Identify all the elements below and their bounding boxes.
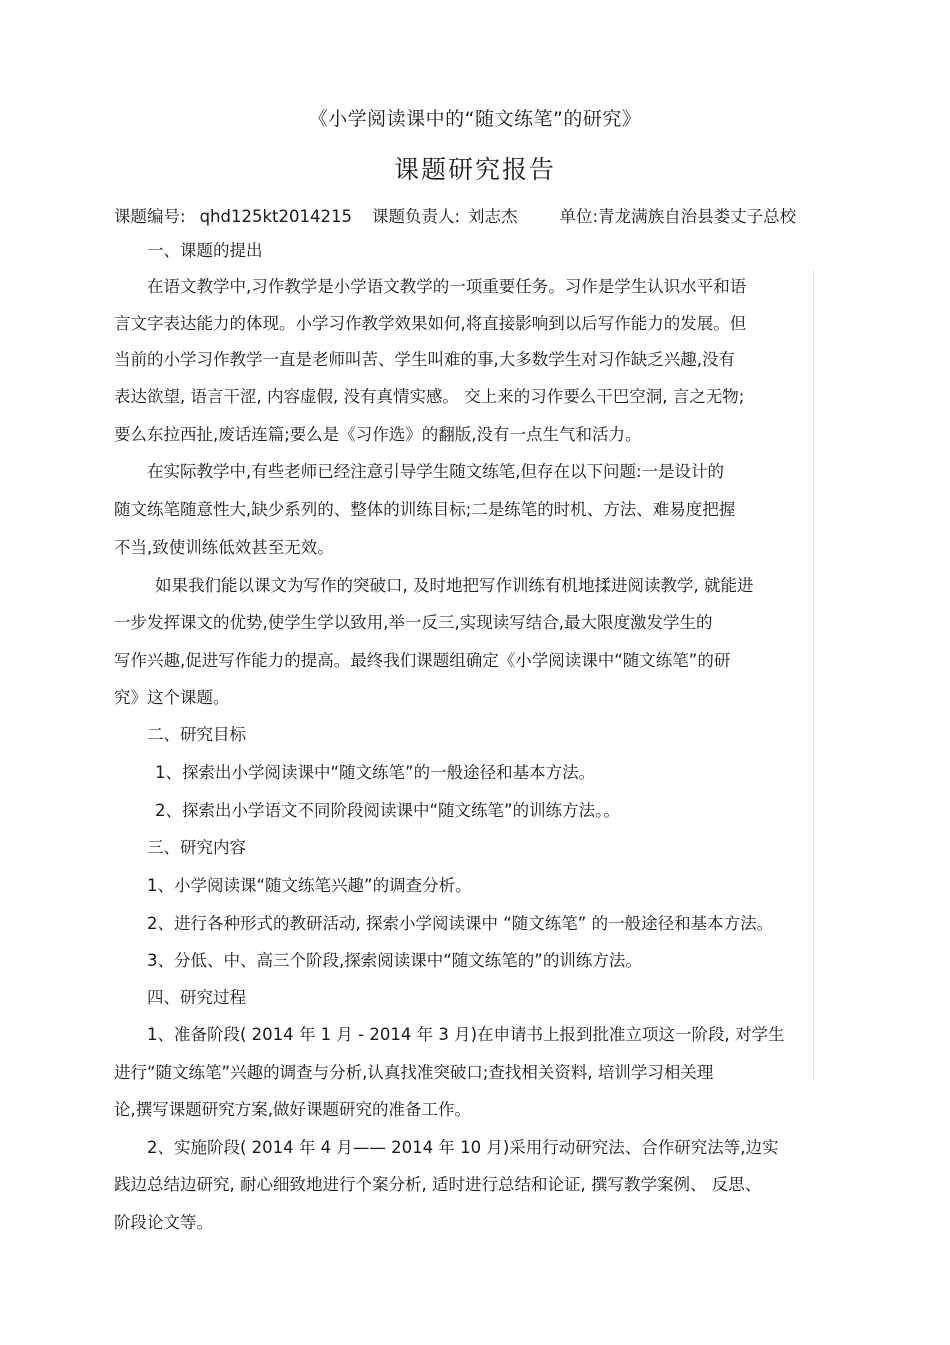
paragraph-line: 究》这个课题。 <box>114 688 230 707</box>
list-item: 3、分低、中、高三个阶段,探索阅读课中“随文练笔的”的训练方法。 <box>147 951 642 970</box>
page-edge-line <box>813 270 814 1080</box>
project-meta <box>114 203 796 227</box>
paragraph-line: 当前的小学习作教学一直是老师叫苦、学生叫难的事,大多数学生对习作缺乏兴趣,没有 <box>114 350 735 369</box>
paragraph-line: 在语文教学中,习作教学是小学语文教学的一项重要任务。习作是学生认识水平和语 <box>147 277 747 296</box>
list-item: 1、探索出小学阅读课中“随文练笔”的一般途径和基本方法。 <box>155 763 596 782</box>
paragraph-line: 要么东拉西扯,废话连篇;要么是《习作选》的翻版,没有一点生气和活力。 <box>114 425 642 444</box>
unit-label: 单位: <box>559 207 599 226</box>
heading-3: 三、研究内容 <box>147 838 246 857</box>
paragraph-line: 阶段论文等。 <box>114 1213 213 1232</box>
paragraph-line: 在实际教学中,有些老师已经注意引导学生随文练笔,但存在以下问题:一是设计的 <box>147 462 725 481</box>
list-item: 1、小学阅读课“随文练笔兴趣”的调查分析。 <box>147 876 472 895</box>
leader-value: 刘志杰 <box>468 207 518 226</box>
paragraph-line: 2、实施阶段( 2014 年 4 月—— 2014 年 10 月)采用行动研究法、合作研究法等,边实 <box>147 1138 779 1157</box>
paragraph-line: 不当,致使训练低效甚至无效。 <box>114 538 334 557</box>
paragraph-line: 一步发挥课文的优势,使学生学以致用,举一反三,实现读写结合,最大限度激发学生的 <box>114 613 713 632</box>
paragraph-line: 随文练笔随意性大,缺少系列的、整体的训练目标;二是练笔的时机、方法、难易度把握 <box>114 500 736 519</box>
code-value: qhd125kt2014215 <box>199 207 352 226</box>
heading-2: 二、研究目标 <box>147 725 246 744</box>
paragraph-line: 表达欲望, 语言干涩, 内容虚假, 没有真情实感。 交上来的习作要么干巴空洞, 言之无物; <box>114 387 745 406</box>
list-item: 2、进行各种形式的教研活动, 探索小学阅读课中 “随文练笔” 的一般途径和基本方法。 <box>147 914 774 933</box>
paragraph-line: 1、准备阶段( 2014 年 1 月 - 2014 年 3 月)在申请书上报到批准立项这一阶段, 对学生 <box>147 1025 785 1044</box>
leader-label: 课题负责人: <box>371 207 461 226</box>
heading-4: 四、研究过程 <box>147 988 246 1007</box>
list-item: 2、探索出小学语文不同阶段阅读课中“随文练笔”的训练方法。。 <box>155 801 620 820</box>
document-subtitle: 课题研究报告 <box>393 155 556 184</box>
unit-value: 青龙满族自治县娄丈子总校 <box>598 207 797 226</box>
paragraph-line: 进行“随文练笔”兴趣的调查与分析,认真找准突破口;查找相关资料, 培训学习相关理 <box>114 1063 714 1082</box>
paragraph-line: 论,撰写课题研究方案,做好课题研究的准备工作。 <box>114 1100 471 1119</box>
paragraph-line: 言文字表达能力的体现。小学习作教学效果如何,将直接影响到以后写作能力的发展。但 <box>114 314 747 333</box>
heading-1: 一、课题的提出 <box>147 241 263 260</box>
document-title: 《小学阅读课中的“随文练笔”的研究》 <box>308 108 642 130</box>
paragraph-line: 写作兴趣,促进写作能力的提高。最终我们课题组确定《小学阅读课中“随文练笔”的研 <box>114 651 731 670</box>
code-label: 课题编号: <box>114 207 186 226</box>
paragraph-line: 践边总结边研究, 耐心细致地进行个案分析, 适时进行总结和论证, 撰写教学案例、 反思、 <box>114 1175 762 1194</box>
paragraph-line: 如果我们能以课文为写作的突破口, 及时地把写作训练有机地揉进阅读教学, 就能进 <box>155 576 754 595</box>
